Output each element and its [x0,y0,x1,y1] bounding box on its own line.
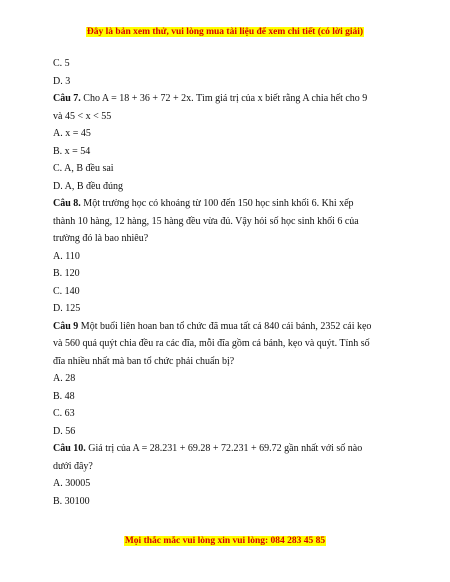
question-7-text-cont: và 45 < x < 55 [53,110,112,122]
question-9-option-b: B. 48 [53,390,75,402]
question-9-option-c: C. 63 [53,408,75,419]
question-7-option-c: C. A, B đều sai [53,163,114,174]
document-body [53,55,413,510]
question-10-label: Câu 10. [53,443,86,454]
question-7-label: Câu 7. [53,93,81,104]
question-10-option-a: A. 30005 [53,478,91,489]
question-8-option-a: A. 110 [53,250,80,262]
question-10 [53,440,413,458]
question-9-text-cont-2: đĩa nhiều nhất mà ban tổ chức phải chuẩn bị? [53,355,235,367]
question-8-option-b: B. 120 [53,268,80,279]
option-d-prev: D. 3 [53,75,71,87]
question-7-text: Cho A = 18 + 36 + 72 + 2x. Tìm giá trị của x biết rằng A chia hết cho 9 [80,93,368,104]
question-9-text-cont: và 560 quả quýt chia đều ra các đĩa, mỗi đĩa gồm cả bánh, kẹo và quýt. Tính số [53,338,370,349]
question-7 [53,90,413,108]
question-8 [53,195,413,213]
preview-notice-text: Đây là bản xem thử, vui lòng mua tài liệu để xem chi tiết (có lời giải) [86,27,364,37]
option-c-prev: C. 5 [53,58,70,69]
question-9-option-d: D. 56 [53,425,76,437]
question-10-text: Giá trị của A = 28.231 + 69.28 + 72.231 + 69.72 gần nhất với số nào [85,443,363,454]
question-10-text-cont: dưới đây? [53,460,93,472]
question-9 [53,318,413,336]
question-8-option-c: C. 140 [53,285,80,297]
question-10-option-b: B. 30100 [53,495,90,507]
question-8-text-cont-2: trường đó là bao nhiêu? [53,233,149,244]
contact-notice [0,535,450,547]
preview-notice [0,26,450,38]
question-8-label: Câu 8. [53,198,81,209]
question-8-text: Một trường học có khoảng từ 100 đến 150 học sinh khối 6. Khi xếp [80,198,354,209]
question-7-option-d: D. A, B đều đúng [53,180,123,192]
question-9-text: Một buổi liên hoan ban tổ chức đã mua tất cả 840 cái bánh, 2352 cái kẹo [78,320,372,332]
question-7-option-a: A. x = 45 [53,128,91,139]
question-7-option-b: B. x = 54 [53,145,91,157]
contact-notice-text: Mọi thắc mắc vui lòng xin vui lòng: 084 283 45 85 [124,536,326,546]
question-8-option-d: D. 125 [53,303,81,314]
question-8-text-cont: thành 10 hàng, 12 hàng, 15 hàng đều vừa đủ. Vậy hỏi số học sinh khối 6 của [53,215,359,227]
question-9-label: Câu 9 [53,320,79,332]
question-9-option-a: A. 28 [53,373,76,384]
